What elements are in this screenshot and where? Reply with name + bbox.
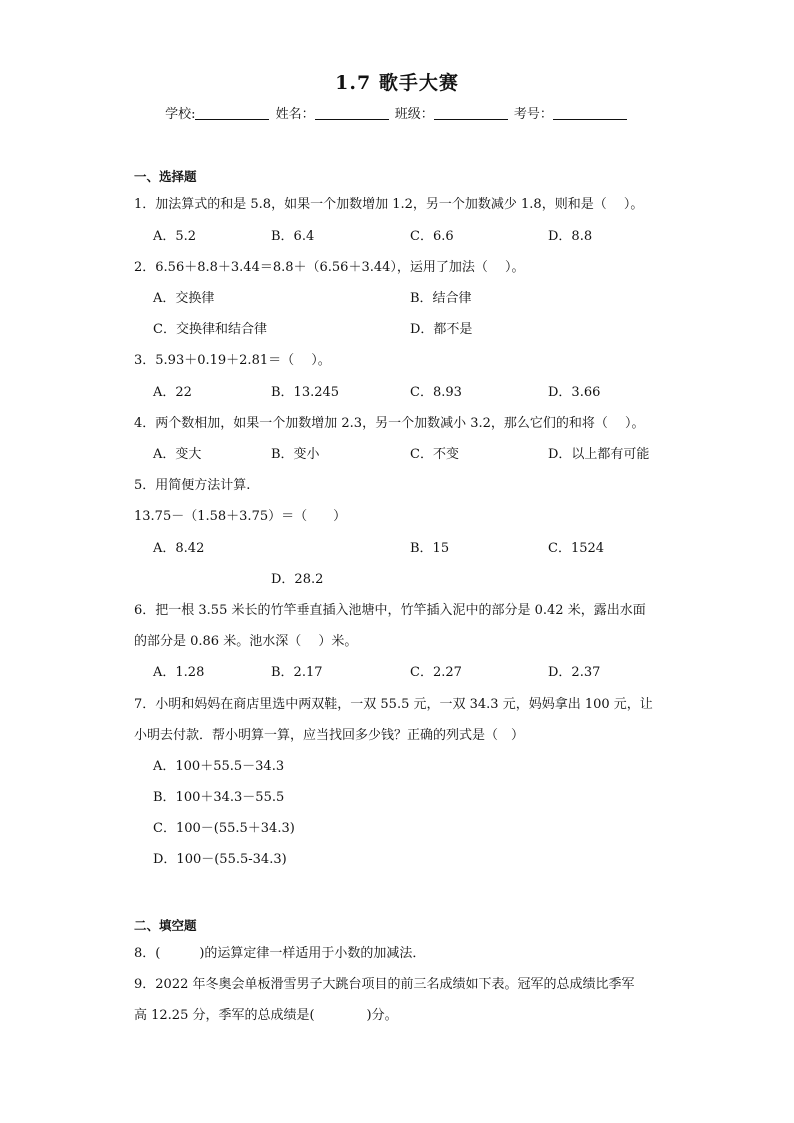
question-3-option-c[interactable]: C．8.93: [410, 385, 462, 400]
question-9-text-line-2: 高 12.25 分，季军的总成绩是( )分。: [134, 1008, 398, 1023]
question-4-option-a[interactable]: A．变大: [153, 447, 202, 462]
question-3-option-b[interactable]: B．13.245: [271, 385, 340, 400]
question-2-option-c[interactable]: C．交换律和结合律: [153, 322, 267, 337]
question-7-option-b[interactable]: B．100＋34.3－55.5: [153, 790, 285, 805]
question-9-text-line-1: 9．2022 年冬奥会单板滑雪男子大跳台项目的前三名成绩如下表。冠军的总成绩比季军: [134, 977, 635, 992]
question-1-option-c[interactable]: C．6.6: [410, 229, 454, 244]
question-7-text-line-2: 小明去付款．帮小明算一算，应当找回多少钱？正确的列式是（ ）: [134, 728, 525, 743]
question-7-option-c[interactable]: C．100－(55.5＋34.3): [153, 821, 295, 836]
name-blank[interactable]: [315, 107, 389, 120]
class-blank[interactable]: [434, 107, 508, 120]
question-6-text-line-1: 6．把一根 3.55 米长的竹竿垂直插入池塘中，竹竿插入泥中的部分是 0.42 米，露出水面: [134, 603, 646, 618]
question-5-expression: 13.75－（1.58＋3.75）＝（ ）: [134, 509, 347, 524]
question-2-option-b[interactable]: B．结合律: [410, 291, 472, 306]
question-1-option-b[interactable]: B．6.4: [271, 229, 315, 244]
question-4-option-b[interactable]: B．变小: [271, 447, 320, 462]
question-1-text: 1．加法算式的和是 5.8，如果一个加数增加 1.2，另一个加数减少 1.8，则和是（ ）。: [134, 197, 644, 212]
page-title: 1.7 歌手大赛: [335, 72, 459, 94]
section-fill-heading: 二、填空题: [134, 918, 197, 933]
question-1-option-d[interactable]: D．8.8: [548, 229, 593, 244]
question-5-option-a[interactable]: A．8.42: [153, 541, 205, 556]
question-5-text: 5．用简便方法计算.: [134, 478, 251, 493]
question-6-option-d[interactable]: D．2.37: [548, 665, 601, 680]
question-5-option-d[interactable]: D．28.2: [271, 572, 324, 587]
question-6-text-line-2: 的部分是 0.86 米。池水深（ ）米。: [134, 634, 358, 649]
question-5-option-c[interactable]: C．1524: [548, 541, 605, 556]
question-2-option-a[interactable]: A．交换律: [153, 291, 215, 306]
question-4-option-c[interactable]: C．不变: [410, 447, 459, 462]
question-7-option-d[interactable]: D．100－(55.5-34.3): [153, 852, 287, 867]
question-2-text: 2．6.56＋8.8＋3.44＝8.8＋（6.56＋3.44），运用了加法（ ）。: [134, 260, 525, 275]
school-blank[interactable]: [195, 107, 269, 120]
question-1-option-a[interactable]: A．5.2: [153, 229, 197, 244]
section-choice-heading: 一、选择题: [134, 169, 197, 184]
question-6-option-a[interactable]: A．1.28: [153, 665, 205, 680]
question-7-option-a[interactable]: A．100＋55.5－34.3: [153, 759, 285, 774]
question-3-text: 3．5.93＋0.19＋2.81＝（ ）。: [134, 353, 331, 368]
question-7-text-line-1: 7．小明和妈妈在商店里选中两双鞋，一双 55.5 元，一双 34.3 元，妈妈拿出 100 元，让: [134, 697, 653, 712]
student-info-line: [0, 103, 794, 122]
question-8-text: 8．( )的运算定律一样适用于小数的加减法．: [134, 946, 426, 961]
class-label: 班级：: [394, 107, 434, 122]
question-5-option-b[interactable]: B．15: [410, 541, 450, 556]
question-2-option-d[interactable]: D．都不是: [410, 322, 473, 337]
question-3-option-a[interactable]: A．22: [153, 385, 192, 400]
number-blank[interactable]: [553, 107, 627, 120]
question-4-option-d[interactable]: D．以上都有可能: [548, 447, 650, 462]
school-label: 学校:: [165, 107, 196, 122]
question-6-option-b[interactable]: B．2.17: [271, 665, 323, 680]
question-3-option-d[interactable]: D．3.66: [548, 385, 601, 400]
number-label: 考号：: [513, 107, 553, 122]
name-label: 姓名：: [275, 107, 315, 122]
question-6-option-c[interactable]: C．2.27: [410, 665, 462, 680]
question-4-text: 4．两个数相加，如果一个加数增加 2.3，另一个加数减小 3.2，那么它们的和将（ ）。: [134, 416, 645, 431]
